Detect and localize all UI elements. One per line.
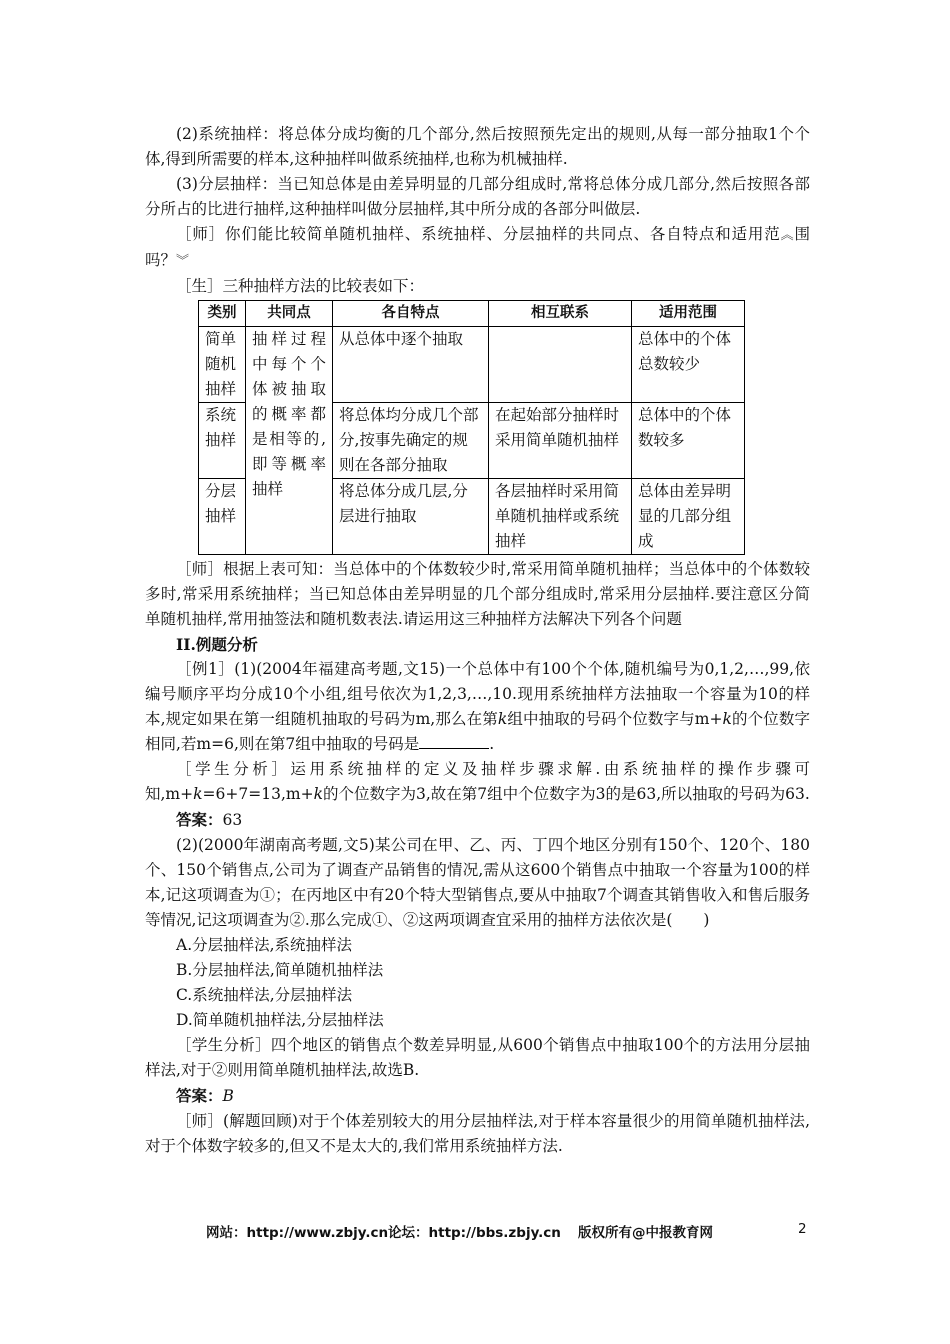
table-cell-common: 抽样过程中每个个体被抽取的概率都是相等的,即等概率抽样 bbox=[246, 327, 333, 555]
document-body bbox=[145, 122, 810, 1159]
answer-2: 答案：B bbox=[176, 1086, 234, 1105]
teacher-question: ［师］你们能比较简单随机抽样、系统抽样、分层抽样的共同点、各自特点和适用范︽围吗？︾ bbox=[145, 225, 810, 269]
table-cell-scope: 总体中的个体总数较少 bbox=[632, 327, 745, 403]
table-header: 类别 bbox=[199, 301, 246, 327]
example-1: ［例1］(1)(2004年福建高考题,文15)一个总体中有100个个体,随机编号为0,1,2,…,99,依编号顺序平均分成10个小组,组号依次为1,2,3,…,10.现用系统抽样方法抽取一个容量为10的样本,规定如果在第一组随机抽取的号码为m,那么在第k组中抽取的号码个位数字与m+k的个位数字相同,若m=6,则在第7组中抽取的号码是 . bbox=[145, 660, 810, 753]
table-cell-feature: 将总体均分成几个部分,按事先确定的规则在各部分抽取 bbox=[333, 403, 489, 479]
footer-forum-link[interactable]: 论坛：http://bbs.zbjy.cn bbox=[388, 1225, 561, 1241]
table-cell-relation bbox=[489, 327, 632, 403]
table-cell-type: 简单随机抽样 bbox=[199, 327, 246, 403]
example-2: (2)(2000年湖南高考题,文5)某公司在甲、乙、丙、丁四个地区分别有150个、120个、180个、150个销售点,公司为了调查产品销售的情况,需从这600个销售点中抽取一个容量为100的样本,记这项调查为①；在丙地区中有20个特大型销售点,要从中抽取7个调查其销售收入和售后服务等情况,记这项调查为②.那么完成①、②这两项调查宜采用的抽样方法依次是( ) bbox=[145, 836, 810, 929]
table-cell-type: 系统抽样 bbox=[199, 403, 246, 479]
option-c: C.系统抽样法,分层抽样法 bbox=[176, 986, 353, 1004]
answer-blank bbox=[419, 733, 489, 749]
page-number: 2 bbox=[798, 1221, 807, 1237]
table-header: 相互联系 bbox=[489, 301, 632, 327]
section-title: II.例题分析 bbox=[176, 635, 258, 654]
table-cell-relation: 各层抽样时采用简单随机抽样或系统抽样 bbox=[489, 479, 632, 555]
table-header: 适用范围 bbox=[632, 301, 745, 327]
student-intro: ［生］三种抽样方法的比较表如下： bbox=[176, 277, 425, 295]
option-a: A.分层抽样法,系统抽样法 bbox=[176, 936, 353, 954]
teacher-summary: ［师］根据上表可知：当总体中的个体数较少时,常采用简单随机抽样；当总体中的个体数较多时,常采用系统抽样；当已知总体由差异明显的几个部分组成时,常采用分层抽样.要注意区分简单随机抽样,常用抽签法和随机数表法.请运用这三种抽样方法解决下列各个问题 bbox=[145, 560, 810, 628]
option-b: B.分层抽样法,简单随机抽样法 bbox=[176, 961, 384, 979]
teacher-review: ［师］(解题回顾)对于个体差别较大的用分层抽样法,对于样本容量很少的用简单随机抽样法,对于个体数字较多的,但又不是太大的,我们常用系统抽样方法. bbox=[145, 1112, 810, 1155]
table-header: 各自特点 bbox=[333, 301, 489, 327]
table-cell-type: 分层抽样 bbox=[199, 479, 246, 555]
footer-copyright: 版权所有@中报教育网 bbox=[578, 1225, 713, 1241]
table-header: 共同点 bbox=[246, 301, 333, 327]
comparison-table bbox=[198, 300, 745, 555]
table-row bbox=[199, 327, 745, 403]
footer-site-link[interactable]: 网站：http://www.zbjy.cn bbox=[206, 1225, 389, 1241]
table-cell-feature: 将总体分成几层,分层进行抽取 bbox=[333, 479, 489, 555]
answer-1: 答案：63 bbox=[176, 810, 243, 829]
table-cell-relation: 在起始部分抽样时采用简单随机抽样 bbox=[489, 403, 632, 479]
up-chevron-icon: ︽ bbox=[780, 228, 795, 243]
option-d: D.简单随机抽样法,分层抽样法 bbox=[176, 1011, 384, 1029]
table-cell-feature: 从总体中逐个抽取 bbox=[333, 327, 489, 403]
down-chevron-icon: ︾ bbox=[176, 254, 190, 269]
para-systematic-sampling: (2)系统抽样：将总体分成均衡的几个部分,然后按照预先定出的规则,从每一部分抽取1个个体,得到所需要的样本,这种抽样叫做系统抽样,也称为机械抽样. bbox=[145, 125, 810, 168]
example-2-analysis: ［学生分析］四个地区的销售点个数差异明显,从600个销售点中抽取100个的方法用分层抽样法,对于②则用简单随机抽样法,故选B. bbox=[145, 1036, 810, 1079]
para-stratified-sampling: (3)分层抽样：当已知总体是由差异明显的几部分组成时,常将总体分成几部分,然后按照各部分所占的比进行抽样,这种抽样叫做分层抽样,其中所分成的各部分叫做层. bbox=[145, 175, 810, 218]
table-cell-scope: 总体中的个体数较多 bbox=[632, 403, 745, 479]
example-1-analysis: ［学生分析］运用系统抽样的定义及抽样步骤求解.由系统抽样的操作步骤可知,m+k=6+7=13,m+k的个位数字为3,故在第7组中个位数字为3的是63,所以抽取的号码为63. bbox=[145, 760, 810, 803]
table-header-row bbox=[199, 301, 745, 327]
table-cell-scope: 总体由差异明显的几部分组成 bbox=[632, 479, 745, 555]
